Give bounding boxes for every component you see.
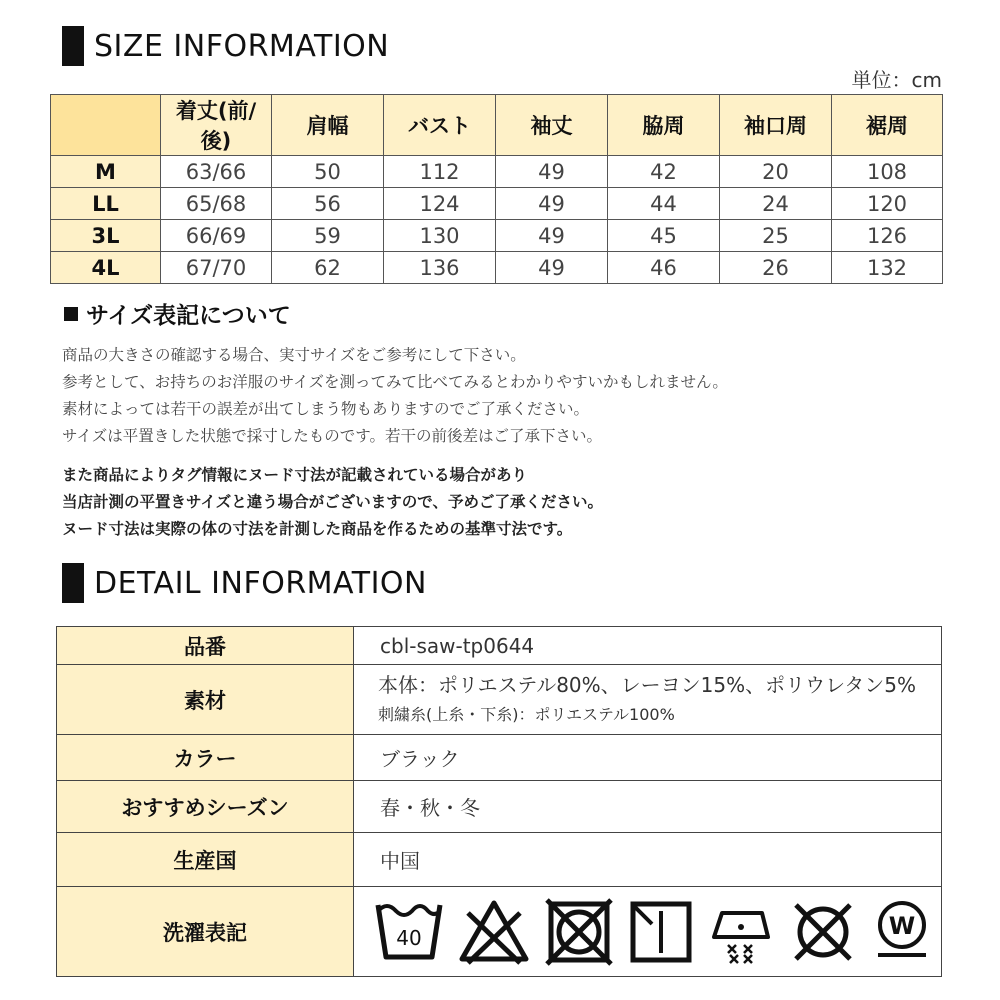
detail-row-origin <box>57 833 942 887</box>
size-col-header: 脇周 <box>608 95 720 156</box>
size-cell: 126 <box>832 220 943 252</box>
care-label: 洗濯表記 <box>57 887 354 977</box>
size-cell: 49 <box>496 156 608 188</box>
season-label: おすすめシーズン <box>57 781 354 833</box>
size-information-heading <box>62 26 389 66</box>
size-cell: 108 <box>832 156 943 188</box>
material-label: 素材 <box>57 665 354 735</box>
line-dry-shade-icon <box>628 897 694 967</box>
care-icons <box>374 897 941 967</box>
wet-clean-icon <box>872 897 932 967</box>
material-value <box>354 665 942 735</box>
no-dry-clean-icon <box>788 897 858 967</box>
size-cell: 136 <box>384 252 496 284</box>
detail-information-title: DETAIL INFORMATION <box>94 565 427 601</box>
size-notes-heading <box>64 297 291 330</box>
size-row-m <box>51 156 943 188</box>
size-label: LL <box>51 188 161 220</box>
size-cell: 112 <box>384 156 496 188</box>
size-table-header-row <box>51 95 943 156</box>
size-cell: 132 <box>832 252 943 284</box>
wash-40-icon <box>374 897 444 967</box>
detail-row-product-number <box>57 627 942 665</box>
material-embroidery: 刺繍糸(上糸・下糸)：ポリエステル100% <box>378 704 675 724</box>
size-row-4l <box>51 252 943 284</box>
detail-row-material <box>57 665 942 735</box>
product-number-label: 品番 <box>57 627 354 665</box>
detail-row-color <box>57 735 942 781</box>
size-cell: 66/69 <box>161 220 272 252</box>
size-cell: 56 <box>272 188 384 220</box>
wash-temp-text: 40 <box>396 925 422 950</box>
care-icons-cell <box>354 887 942 977</box>
size-col-header: 袖口周 <box>720 95 832 156</box>
material-main: 本体：ポリエステル80%、レーヨン15%、ポリウレタン5% <box>378 672 917 697</box>
size-cell: 44 <box>608 188 720 220</box>
size-table <box>50 94 943 284</box>
size-cell: 63/66 <box>161 156 272 188</box>
size-cell: 49 <box>496 252 608 284</box>
wet-clean-letter: W <box>888 911 916 940</box>
heading-bar <box>62 563 84 603</box>
size-cell: 124 <box>384 188 496 220</box>
square-bullet-icon <box>64 307 78 321</box>
size-row-3l <box>51 220 943 252</box>
color-label: カラー <box>57 735 354 781</box>
size-col-header: 裾周 <box>832 95 943 156</box>
size-cell: 67/70 <box>161 252 272 284</box>
no-bleach-icon <box>458 897 530 967</box>
origin-value: 中国 <box>354 833 942 887</box>
size-cell: 62 <box>272 252 384 284</box>
size-col-header: 袖丈 <box>496 95 608 156</box>
size-col-header: 肩幅 <box>272 95 384 156</box>
detail-table <box>56 626 942 977</box>
size-cell: 120 <box>832 188 943 220</box>
note-line: サイズは平置きした状態で採寸したものです。若干の前後差はご了承下さい。 <box>62 427 603 445</box>
size-cell: 42 <box>608 156 720 188</box>
season-value: 春・秋・冬 <box>354 781 942 833</box>
size-cell: 49 <box>496 220 608 252</box>
size-cell: 46 <box>608 252 720 284</box>
size-cell: 25 <box>720 220 832 252</box>
note-line: 素材によっては若干の誤差が出てしまう物もありますのでご了承ください。 <box>62 400 590 418</box>
product-number-value: cbl-saw-tp0644 <box>354 627 942 665</box>
size-cell: 50 <box>272 156 384 188</box>
size-row-ll <box>51 188 943 220</box>
size-label: 4L <box>51 252 161 284</box>
size-cell: 65/68 <box>161 188 272 220</box>
size-col-header: バスト <box>384 95 496 156</box>
note-bold-line: ヌード寸法は実際の体の寸法を計測した商品を作るための基準寸法です。 <box>62 520 573 538</box>
color-value: ブラック <box>354 735 942 781</box>
size-information-title: SIZE INFORMATION <box>94 28 390 64</box>
unit-label: 単位：cm <box>851 68 942 92</box>
size-col-header: 着丈(前/後) <box>161 95 272 156</box>
size-table-corner <box>51 95 161 156</box>
size-cell: 45 <box>608 220 720 252</box>
size-label: M <box>51 156 161 188</box>
size-cell: 26 <box>720 252 832 284</box>
note-line: 商品の大きさの確認する場合、実寸サイズをご参考にして下さい。 <box>62 346 526 364</box>
iron-low-no-steam-icon <box>708 897 774 967</box>
heading-bar <box>62 26 84 66</box>
size-cell: 59 <box>272 220 384 252</box>
size-notes-heading-text: サイズ表記について <box>86 303 291 329</box>
detail-row-care <box>57 887 942 977</box>
detail-information-heading <box>62 563 427 603</box>
size-cell: 20 <box>720 156 832 188</box>
origin-label: 生産国 <box>57 833 354 887</box>
note-line: 参考として、お持ちのお洋服のサイズを測ってみて比べてみるとわかりやすいかもしれません。 <box>62 373 728 391</box>
note-bold-line: 当店計測の平置きサイズと違う場合がございますので、予めご了承ください。 <box>62 493 603 511</box>
note-bold-line: また商品によりタグ情報にヌード寸法が記載されている場合があり <box>62 466 528 484</box>
size-cell: 24 <box>720 188 832 220</box>
size-cell: 49 <box>496 188 608 220</box>
size-cell: 130 <box>384 220 496 252</box>
size-label: 3L <box>51 220 161 252</box>
no-tumble-dry-icon <box>544 897 614 967</box>
detail-row-season <box>57 781 942 833</box>
